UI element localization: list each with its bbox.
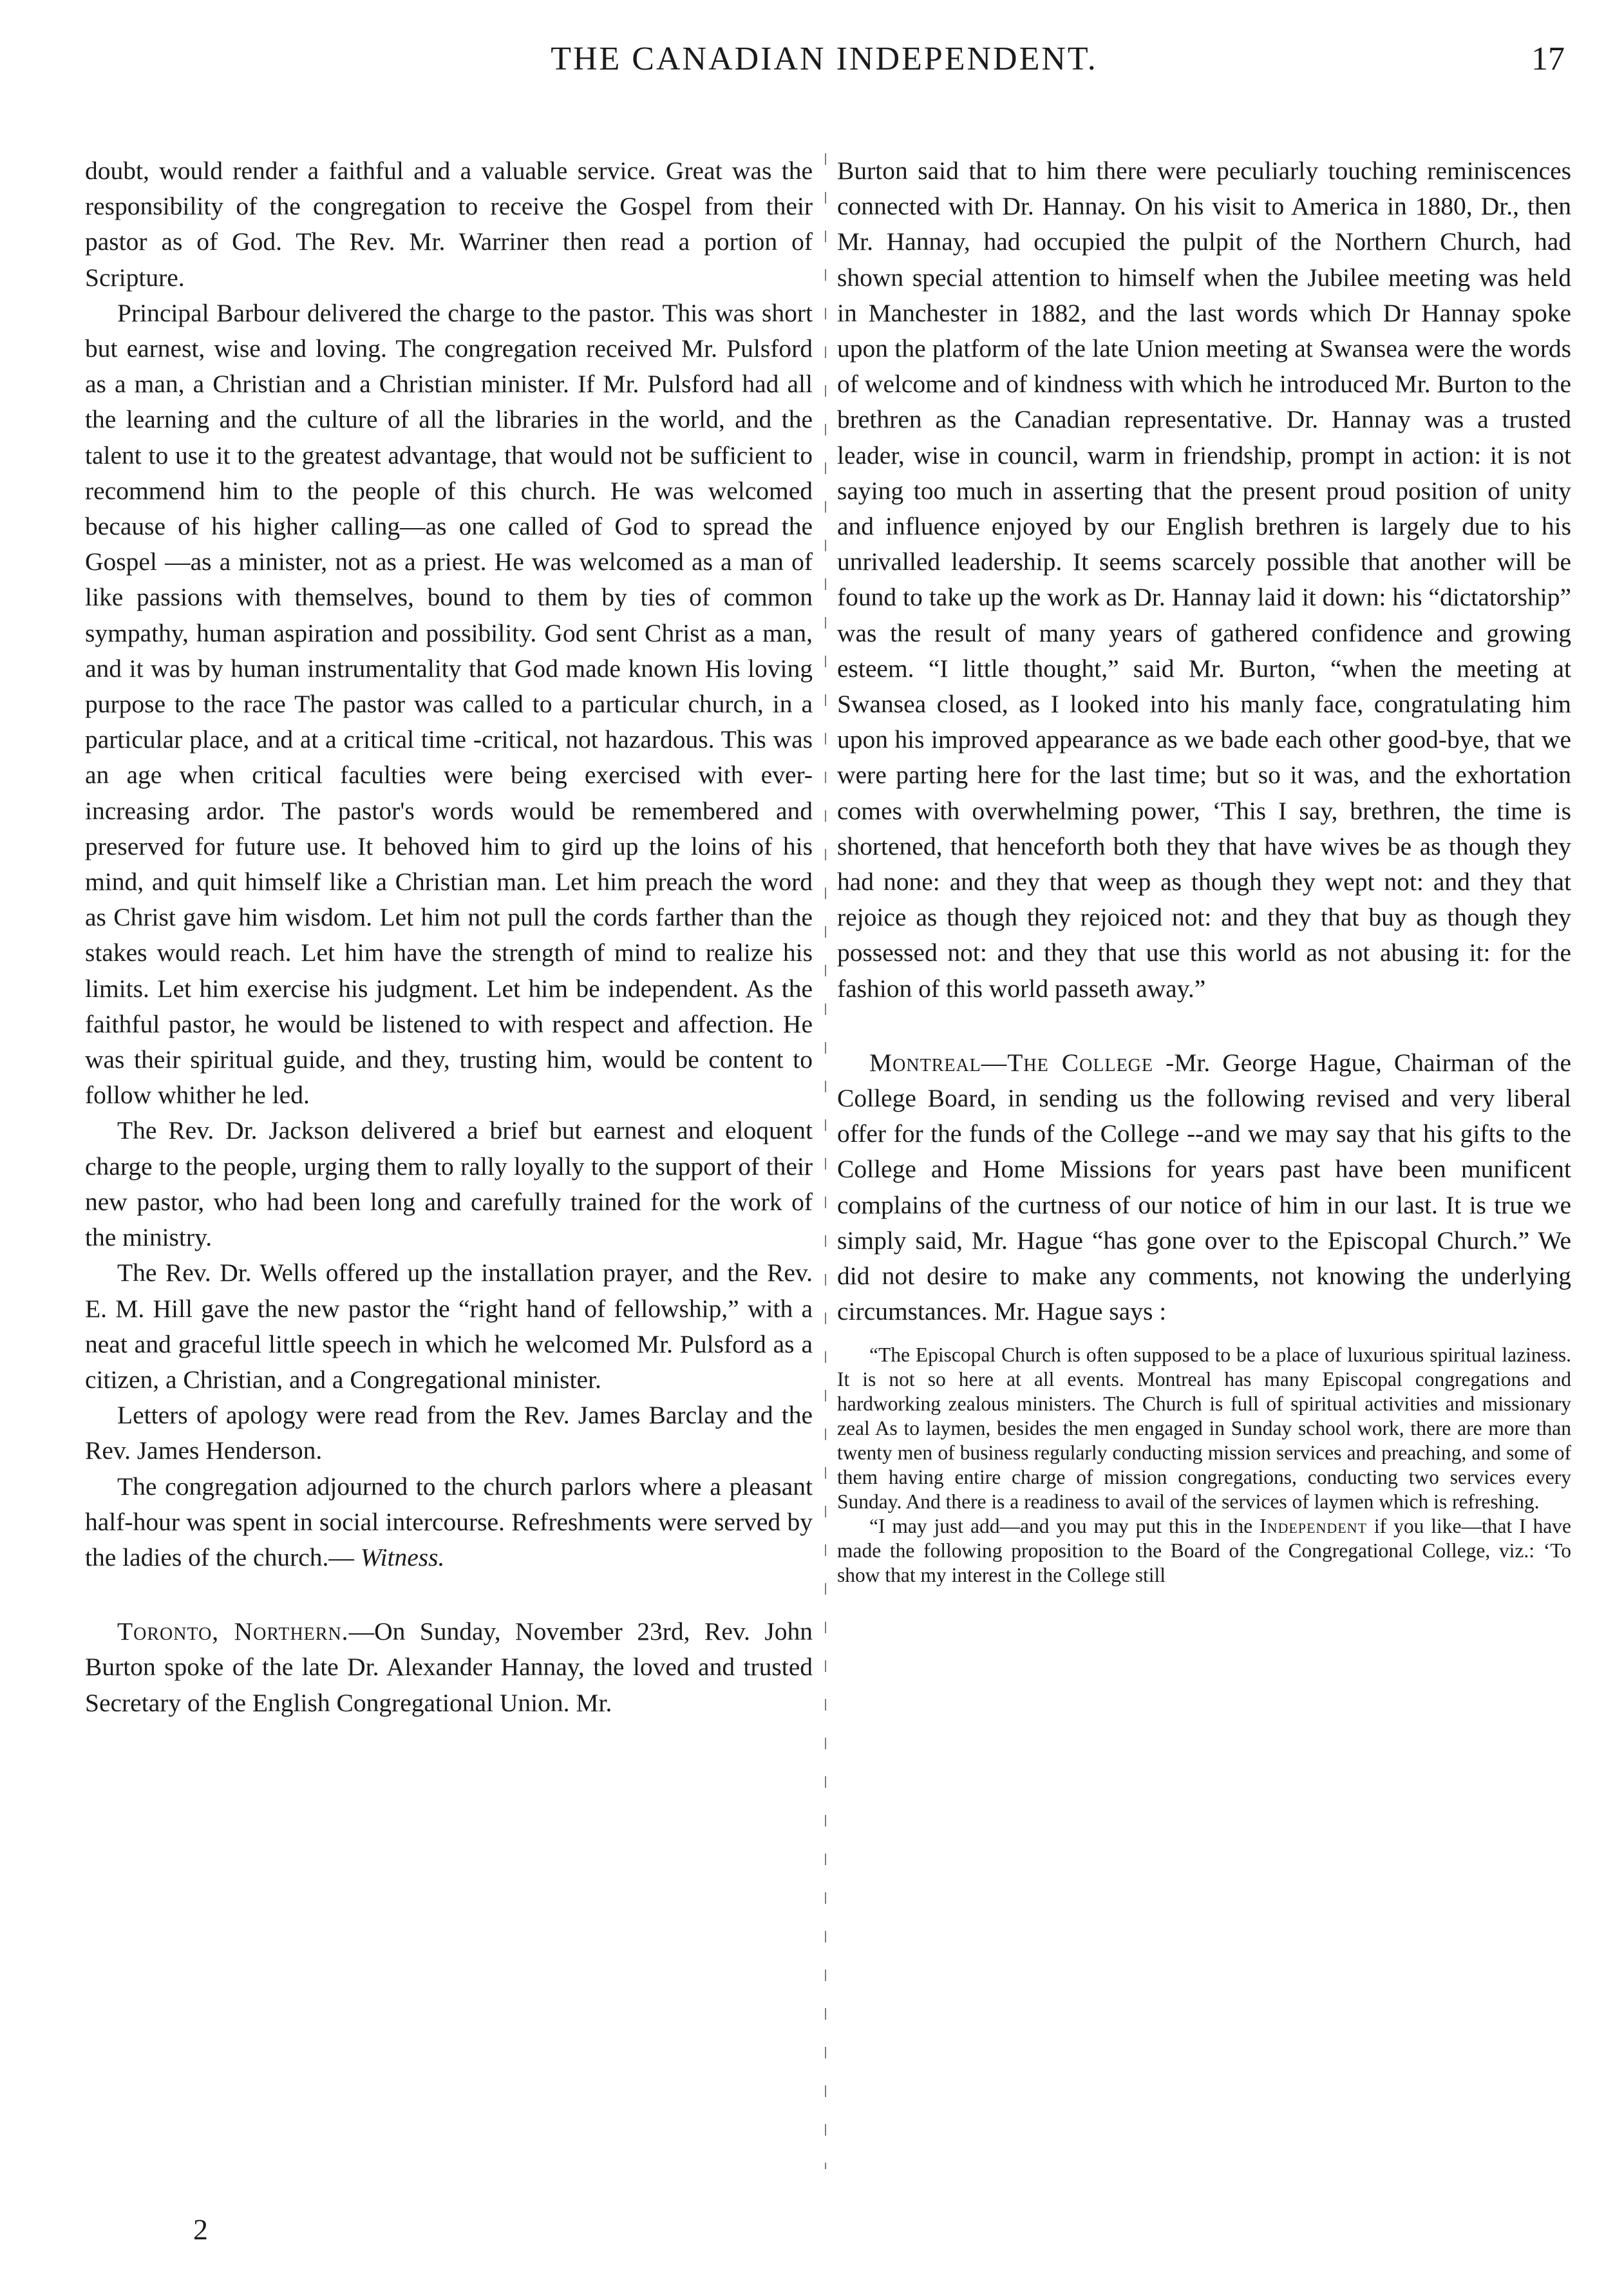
signature-mark: 2	[193, 2213, 208, 2246]
running-head	[84, 40, 1565, 91]
quote-gap	[837, 1330, 1571, 1343]
paragraph-church-parlors	[85, 1469, 813, 1576]
left-column	[85, 153, 813, 2234]
paragraph-burton-reminiscences: Burton said that to him there were peculiarly touching reminiscences connected with Dr. Hannay. On his visit to America in 1880, Dr., then Mr. Hannay, had occupied the pulpit of the Northern Church, had shown special attention to himself when the Jubilee meeting was held in Manchester in 1882, and the last words which Dr Hannay spoke upon the platform of the late Union meeting at Swansea were the words of welcome and of kindness with which he introduced Mr. Burton to the brethren as the Canadian representative. Dr. Hannay was a trusted leader, wise in council, warm in friendship, prompt in action: it is not saying too much in asserting that the present proud position of unity and influence enjoyed by our English brethren is largely due to his unrivalled leadership. It seems scarcely possible that another will be found to take up the work as Dr. Hannay laid it down: his “dictatorship” was the result of many years of gathered confidence and growing esteem. “I little thought,” said Mr. Burton, “when the meeting at Swansea closed, as I looked into his manly face, congratulating him upon his improved appearance as we bade each other good-bye, that we were parting here for the last time; but so it was, and the exhortation comes with overwhelming power, ‘This I say, brethren, the time is shortened, that henceforth both they that have wives be as though they had none: and they that weep as though they wept not: and they that rejoice as though they rejoiced not: and they that buy as though they possessed not: and they that use this world as not abusing it: for the fashion of this world passeth away.”	[837, 157, 1571, 1003]
section-heading-montreal: Montreal—The College	[869, 1048, 1153, 1077]
toronto-text: —On Sunday, November 23rd, Rev. John Burton spoke of the late Dr. Alexander Hannay, the loved and trusted Secretary of the English Congregational Union. Mr.	[85, 1617, 813, 1717]
paragraph-barbour-charge: Principal Barbour delivered the charge to the pastor. This was short but earnest, wise and loving. The congregation received Mr. Pulsford as a man, a Christian and a Christian minister. If Mr. Pulsford had all the learning and the culture of all the libraries in the world, and the talent to use it to the greatest advantage, that would not be sufficient to recommend him to the people of this church. He was welcomed because of his higher calling—as one called of God to spread the Gospel —as a minister, not as a priest. He was welcomed as a man of like passions with themselves, bound to them by ties of common sympathy, human aspiration and possibility. God sent Christ as a man, and it was by human instrumentality that God made known His loving purpose to the race The pastor was called to a particular church, in a particular place, and at a critical time -critical, not hazardous. This was an age when critical faculties were being exercised with ever-increasing ardor. The pastor's words would be remembered and preserved for future use. It behoved him to gird up the loins of his mind, and quit himself like a Christian man. Let him preach the word as Christ gave him wisdom. Let him not pull the cords farther than the stakes would reach. Let him have the strength of mind to realize his limits. Let him exercise his judgment. Let him be independent. As the faithful pastor, he would be listened to with respect and affection. He was their spiritual guide, and they, trusting him, would be content to follow whither he led.	[85, 298, 813, 1110]
quote-proposition-start: “I may just add—and you may put this in the	[869, 1514, 1260, 1537]
quote-proposition	[837, 1514, 1571, 1588]
publication-title: THE CANADIAN INDEPENDENT.	[551, 41, 1098, 77]
montreal-text: -Mr. George Hague, Chairman of the College Board, in sending us the following revised and very liberal offer for the funds of the College --and we may say that his gifts to the College and Home Missions for years past have been munificent complains of the curtness of our notice of him in our last. It is true we simply said, Mr. Hague “has gone over to the Episcopal Church.” We did not desire to make any comments, not knowing the underlying circumstances. Mr. Hague says :	[837, 1048, 1571, 1326]
hague-quote	[837, 1343, 1571, 1588]
publication-name-inline: Independent	[1260, 1514, 1367, 1537]
quote-proposition-end: if you like—that I have made the following proposition to the Board of the Congregational College, viz.: ‘To show that my interest in the College still	[837, 1514, 1571, 1586]
column-rule	[825, 153, 826, 2169]
paragraph-wells-prayer: The Rev. Dr. Wells offered up the installation prayer, and the Rev. E. M. Hill gave the new pastor the “right hand of fellowship,” with a neat and graceful little speech in which he welcomed Mr. Pulsford as a citizen, a Christian, and a Congregational minister.	[85, 1258, 813, 1394]
quote-episcopal-church: “The Episcopal Church is often supposed to be a place of luxurious spiritual laziness. It is not so here at all events. Montreal has many Episcopal congregations and hardworking zealous ministers. The Church is full of spiritual activities and missionary zeal As to laymen, besides the men engaged in Sunday school work, there are more than twenty men of business regularly conducting mission services and preaching, and some of them having entire charge of mission congregations, conducting two services every Sunday. And there is a readiness to avail of the services of laymen which is refreshing.	[837, 1343, 1571, 1513]
paragraph-installation-continued: doubt, would render a faithful and a valuable service. Great was the responsibility of the congregation to receive the Gospel from their pastor as of God. The Rev. Mr. Warriner then read a portion of Scripture.	[85, 157, 813, 292]
section-gap	[837, 1007, 1571, 1045]
section-gap	[85, 1575, 813, 1614]
parlors-text: The congregation adjourned to the church parlors where a pleasant half-hour was spent in social intercourse. Refreshments were served by the ladies of the church.—	[85, 1472, 813, 1571]
paragraph-toronto-northern	[85, 1614, 813, 1721]
right-column	[837, 153, 1571, 2234]
paragraph-jackson-charge: The Rev. Dr. Jackson delivered a brief but earnest and eloquent charge to the people, urging them to rally loyally to the support of their new pastor, who had been long and carefully trained for the work of the ministry.	[85, 1116, 813, 1252]
page-number: 17	[1531, 41, 1565, 77]
source-credit: Witness.	[360, 1542, 445, 1571]
section-heading-toronto: Toronto, Northern.	[117, 1617, 349, 1646]
paragraph-montreal-college	[837, 1045, 1571, 1330]
paragraph-letters-apology: Letters of apology were read from the Rev. James Barclay and the Rev. James Henderson.	[85, 1401, 813, 1465]
